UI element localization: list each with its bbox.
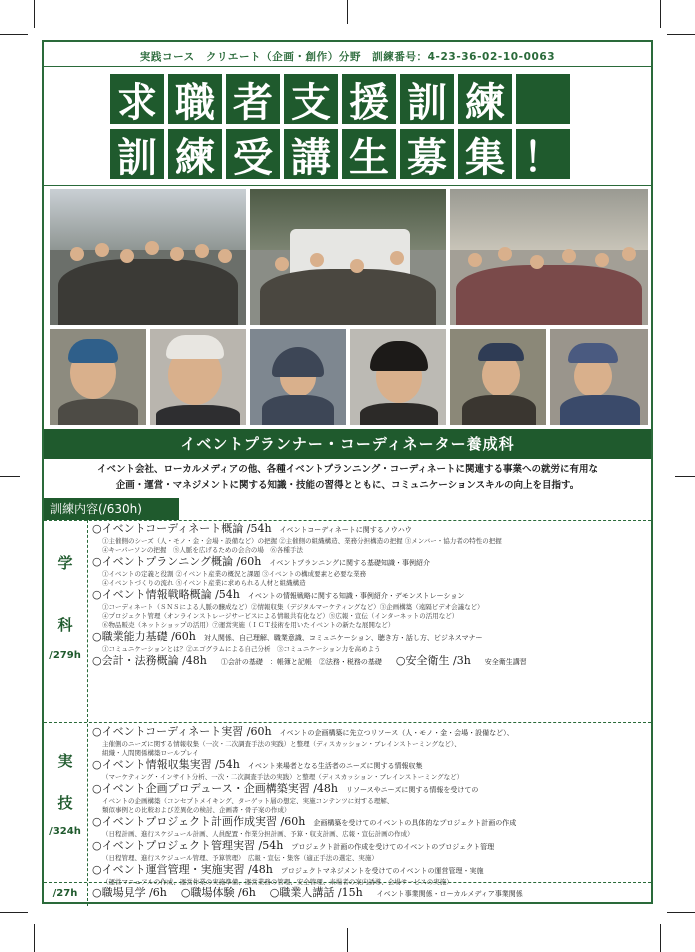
item-detail: （日程計画、進行スケジュール計画、人員配置・作業分担計画、予算・収支計画、広報・宣伝計画の作成） bbox=[102, 830, 414, 838]
description-line: イベント会社、ローカルメディアの他、各種イベントプランニング・コーディネートに関連する事業への就労に有用な bbox=[96, 464, 599, 475]
item-detail: ④プロジェクト管理（オンラインストレージサービスによる情報共有化など）⑤広報・宣伝（インターネットの活用など） bbox=[102, 612, 459, 620]
item-title: ○職業人講話 /15h bbox=[269, 886, 363, 899]
item-detail: ①イベントの定義と役割 ②イベント産業の概況と課題 ③イベントの構成要素と必要な業務 bbox=[102, 570, 367, 578]
course-item-row bbox=[92, 654, 645, 669]
course-item bbox=[92, 863, 645, 887]
training-hours-tag: 訓練内容(/630h) bbox=[44, 498, 179, 520]
divider bbox=[44, 66, 651, 67]
title-char: 練 bbox=[168, 129, 222, 179]
crop-mark bbox=[0, 476, 20, 477]
item-note: イベントの企画構築に先立つリソース（人・モノ・金・会場・設備など）、 bbox=[279, 729, 514, 737]
item-detail: （マーケティング・インサイト分析、一次・二次調査手法の実践）と整理（ディスカッション・ブレインストーミングなど） bbox=[102, 773, 464, 781]
item-detail: （運営マニュアルの作成、運営作業の実施準備、運営業務の管理、安全管理、来場者の案内誘導、会場サービスの実施） bbox=[102, 878, 453, 886]
item-title: ○職場見学 /6h bbox=[92, 886, 167, 899]
crop-mark bbox=[34, 924, 35, 952]
title-char bbox=[516, 74, 570, 124]
course-item bbox=[92, 782, 645, 815]
item-detail: 主催側のニーズに関する情報収集（一次・二次調査手法の実践）と整理（ディスカッション・ブレインストーミングなど）、 bbox=[102, 740, 461, 748]
course-item bbox=[92, 839, 645, 863]
group-photo-row bbox=[50, 189, 648, 325]
flyer-frame bbox=[42, 40, 653, 904]
item-title: ○イベントプロジェクト計画作成実習 /60h bbox=[92, 815, 306, 828]
course-code-line: 実践コース クリエート（企画・創作）分野 訓練番号：4-23-36-02-10-0063 bbox=[139, 51, 556, 63]
item-note: イベントコーディネートに関するノウハウ bbox=[279, 526, 412, 534]
course-item bbox=[92, 630, 645, 654]
crop-mark bbox=[660, 924, 661, 952]
course-item bbox=[92, 555, 645, 588]
course-name-banner: イベントプランナー・コーディネーター養成科 bbox=[44, 429, 651, 459]
item-detail: 類似事例との比較および差異化の検討、企画書・骨子案の作成） bbox=[102, 806, 291, 814]
item-note: イベント来場者となる生活者のニーズに関する情報収集 bbox=[247, 762, 423, 770]
crop-mark bbox=[675, 476, 695, 477]
item-detail: ①コミュニケーションとは？②エゴグラムによる自己分析 ③コミュニケーション力を高めよう bbox=[102, 645, 381, 653]
divider bbox=[44, 520, 651, 521]
course-description bbox=[54, 462, 641, 494]
item-note: リソースやニーズに関する情報を受けての bbox=[346, 786, 479, 794]
portrait-photo bbox=[350, 329, 446, 425]
item-title: ○職業能力基礎 /60h bbox=[92, 630, 196, 643]
group-photo bbox=[250, 189, 446, 325]
crop-mark bbox=[347, 0, 348, 24]
crop-mark bbox=[667, 912, 695, 913]
item-title: ○イベント運営管理・実施実習 /48h bbox=[92, 863, 273, 876]
item-title: ○職場体験 /6h bbox=[180, 886, 256, 899]
crop-mark bbox=[660, 0, 661, 28]
section-hours-gakka: /279h bbox=[49, 650, 81, 661]
crop-mark bbox=[34, 0, 35, 28]
item-title: ○イベント企画プロデュース・企画構築実習 /48h bbox=[92, 782, 339, 795]
section-hours-jitsugi: /324h bbox=[49, 826, 81, 837]
item-title: ○イベントコーディネート実習 /60h bbox=[92, 725, 272, 738]
title-char: 求 bbox=[110, 74, 164, 124]
item-note: プロジェクトマネジメントを受けてのイベントの運営管理・実施 bbox=[280, 867, 484, 875]
course-item bbox=[92, 588, 645, 630]
item-note: ①会計の基礎 ：帳簿と記帳 ②法務・税務の基礎 bbox=[220, 658, 382, 666]
section-label-jitsugi-2: 技 bbox=[57, 794, 73, 812]
title-char: 練 bbox=[458, 74, 512, 124]
description-line: 企画・運営・マネジメントに関する知識・技能の習得とともに、コミュニケーションスキルの向上を目指す。 bbox=[115, 480, 580, 491]
item-title: ○イベント情報収集実習 /54h bbox=[92, 758, 240, 771]
portrait-photo-row bbox=[50, 329, 648, 425]
item-note: 安全衛生講習 bbox=[484, 658, 527, 666]
item-detail: ④イベントづくりの流れ ⑤イベント産業に求められる人材と組織構造 bbox=[102, 579, 306, 587]
title-row-2 bbox=[110, 129, 570, 179]
item-note: イベントプランニングに関する基礎知識・事例紹介 bbox=[269, 559, 430, 567]
title-char: 支 bbox=[284, 74, 338, 124]
item-note: イベント事業関係・ローカルメディア事業関係 bbox=[376, 890, 523, 898]
title-char: 援 bbox=[342, 74, 396, 124]
item-detail: ④キーパーソンの把握 ⑤人脈を広げるための会合の場 ⑥各種手法 bbox=[102, 546, 303, 554]
item-detail: ①主催側のシーズ（人・モノ・金・会場・設備など）の把握 ②主催側の組織構造、業務分担構造の把握 ③メンバー・協力者の特性の把握 bbox=[102, 537, 502, 545]
item-title: ○イベント情報戦略概論 /54h bbox=[92, 588, 240, 601]
item-detail: ①コーディネート（ＳＮＳによる人脈の醸成など）②情報収集（デジタルマーケティングなど）③企画構築（遠隔ビデオ会議など） bbox=[102, 603, 484, 611]
section-label-gakka-2: 科 bbox=[57, 616, 73, 634]
title-char: 訓 bbox=[400, 74, 454, 124]
section-hours-other: /27h bbox=[52, 888, 78, 899]
crop-mark bbox=[667, 34, 695, 35]
divider bbox=[44, 185, 651, 186]
title-char: 集 bbox=[458, 129, 512, 179]
course-item bbox=[92, 758, 645, 782]
crop-mark bbox=[0, 34, 28, 35]
divider bbox=[87, 520, 88, 906]
course-item bbox=[92, 522, 645, 555]
title-char: 訓 bbox=[110, 129, 164, 179]
item-detail: ⑥物品販売（ネットショップの活用）⑦運営実施（ＩＣＴ技術を用いたイベントの新たな展開など） bbox=[102, 621, 395, 629]
item-title: ○安全衛生 /3h bbox=[395, 654, 471, 667]
item-title: ○イベントコーディネート概論 /54h bbox=[92, 522, 272, 535]
item-note: プロジェクト計画の作成を受けてのイベントのプロジェクト管理 bbox=[291, 843, 495, 851]
portrait-photo bbox=[50, 329, 146, 425]
title-char: 募 bbox=[400, 129, 454, 179]
item-detail: イベントの企画構築（コンセプトメイキング、ターゲット層の想定、実施コンテンツに対する理解、 bbox=[102, 797, 394, 805]
item-note: 企画構築を受けてのイベントの具体的なプロジェクト計画の作成 bbox=[313, 819, 517, 827]
other-list bbox=[92, 886, 645, 901]
crop-mark bbox=[0, 912, 28, 913]
section-label-jitsugi-1: 実 bbox=[57, 752, 73, 770]
item-title: ○イベントプランニング概論 /60h bbox=[92, 555, 262, 568]
item-detail: （日程管理、進行スケジュール管理、予算管理） 広報・宣伝・集客（適正手法の選定、実施） bbox=[102, 854, 378, 862]
course-item-row bbox=[92, 886, 645, 901]
course-item bbox=[92, 725, 645, 758]
section-label-gakka-1: 学 bbox=[57, 554, 73, 572]
group-photo bbox=[450, 189, 648, 325]
portrait-photo bbox=[450, 329, 546, 425]
item-note: 対人関係、自己理解、職業意識、コミュニケーション、聴き方・話し方、ビジネスマナー bbox=[203, 634, 483, 642]
item-title: ○イベントプロジェクト管理実習 /54h bbox=[92, 839, 284, 852]
portrait-photo bbox=[150, 329, 246, 425]
title-char: 職 bbox=[168, 74, 222, 124]
item-title: ○会計・法務概論 /48h bbox=[92, 654, 207, 667]
title-char: ！ bbox=[516, 129, 570, 179]
title-char: 生 bbox=[342, 129, 396, 179]
gakka-list bbox=[92, 522, 645, 669]
portrait-photo bbox=[550, 329, 648, 425]
title-char: 受 bbox=[226, 129, 280, 179]
jitsugi-list bbox=[92, 725, 645, 887]
title-row-1 bbox=[110, 74, 570, 124]
portrait-photo bbox=[250, 329, 346, 425]
group-photo bbox=[50, 189, 246, 325]
divider bbox=[44, 722, 651, 723]
course-item bbox=[92, 815, 645, 839]
title-char: 者 bbox=[226, 74, 280, 124]
crop-mark bbox=[347, 928, 348, 952]
item-note: イベントの情報戦略に関する知識・事例紹介・デモンストレーション bbox=[247, 592, 465, 600]
title-char: 講 bbox=[284, 129, 338, 179]
item-detail: 組織・人間関係構築ロールプレイ bbox=[102, 749, 199, 757]
